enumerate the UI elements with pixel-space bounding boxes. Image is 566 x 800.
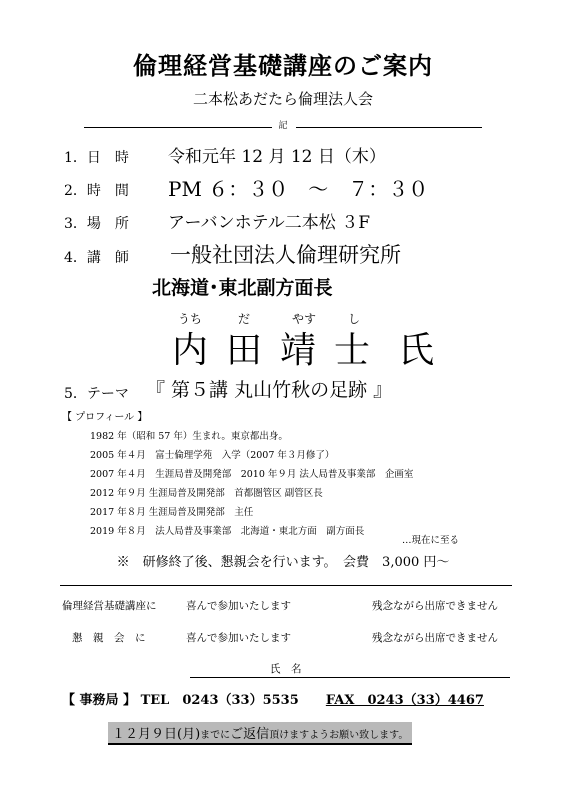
profile-entry: 1982 年（昭和 57 年）生まれ。東京都出身。	[90, 431, 288, 442]
profile-entry: 2017 年８月 生涯局普及開発部 主任	[90, 507, 254, 518]
lecturer-organization: 一般社団法人倫理研究所	[170, 243, 401, 267]
reply-row2-attend[interactable]: 喜んで参加いたします	[186, 632, 291, 644]
reply-row1-label: 倫理経営基礎講座に	[62, 600, 157, 612]
organizer-name: 二本松あだたら倫理法人会	[192, 90, 373, 108]
profile-entry: 2005 年４月 富士倫理学苑 入学（2007 年３月修了）	[90, 450, 335, 461]
profile-entry: 2012 年９月 生涯局普及開発部 首都圏管区 副管区長	[90, 488, 323, 499]
place-label: 3．場 所	[64, 216, 129, 232]
name-label: 氏 名	[270, 663, 302, 675]
divider-right	[296, 127, 482, 128]
party-note: ※ 研修終了後、懇親会を行います。 会費 3,000 円～	[116, 555, 450, 570]
lecturer-name-char-3: 靖	[280, 330, 317, 371]
profile-present: …現在に至る	[402, 535, 460, 546]
ruby-3: やす	[292, 312, 317, 326]
office-contact	[62, 689, 484, 708]
office-tel: TEL 0243（33）5535	[140, 693, 299, 708]
deadline-tail: 頂けますようお願い致します。	[269, 730, 409, 741]
time-label: 2．時 間	[64, 183, 129, 199]
profile-entry: 2007 年４月 生涯局普及開発部 2010 年９月 法人局普及事業部 企画室	[90, 469, 414, 480]
reply-row2-label: 懇 親 会 に	[72, 632, 146, 644]
page-title: 倫理経営基礎講座のご案内	[133, 51, 433, 80]
lecturer-name-char-1: 内	[172, 330, 209, 371]
lecturer-name-char-2: 田	[226, 330, 263, 371]
reply-top-rule	[60, 585, 512, 586]
ruby-1: うち	[178, 312, 203, 326]
profile-entry: 2019 年８月 法人局普及事業部 北海道・東北方面 副方面長	[90, 526, 365, 537]
lecturer-honorific: 氏	[398, 330, 435, 371]
place-value: アーバンホテル二本松 ３F	[168, 213, 370, 233]
office-label: 【 事務局 】	[62, 693, 137, 708]
theme-value: 『 第５講 丸山竹秋の足跡 』	[146, 379, 393, 401]
deadline-strong: ご返信	[230, 727, 270, 742]
name-field-line[interactable]	[190, 677, 510, 678]
date-value: 令和元年 12 月 12 日（木）	[168, 147, 386, 167]
ruby-4: し	[348, 312, 361, 326]
time-value: PM ６：３０ ～ ７：３０	[168, 177, 429, 201]
office-fax: FAX 0243（33）4467	[325, 693, 484, 708]
reply-deadline	[108, 722, 412, 745]
theme-label: 5．テーマ	[64, 386, 129, 402]
lecturer-title: 北海道･東北副方面長	[152, 277, 333, 299]
profile-heading: 【 プロフィール 】	[62, 412, 148, 423]
deadline-date: １２月９日(月)	[112, 727, 201, 742]
ki-mark: 記	[278, 121, 288, 131]
lecturer-label: 4．講 師	[64, 250, 129, 266]
ruby-2: だ	[238, 312, 251, 326]
lecturer-name-char-4: 士	[334, 330, 371, 371]
deadline-mid: までに	[200, 730, 231, 741]
reply-row2-absent[interactable]: 残念ながら出席できません	[372, 632, 498, 644]
reply-row1-absent[interactable]: 残念ながら出席できません	[372, 600, 498, 612]
date-label: 1．日 時	[64, 150, 129, 166]
reply-row1-attend[interactable]: 喜んで参加いたします	[186, 600, 291, 612]
